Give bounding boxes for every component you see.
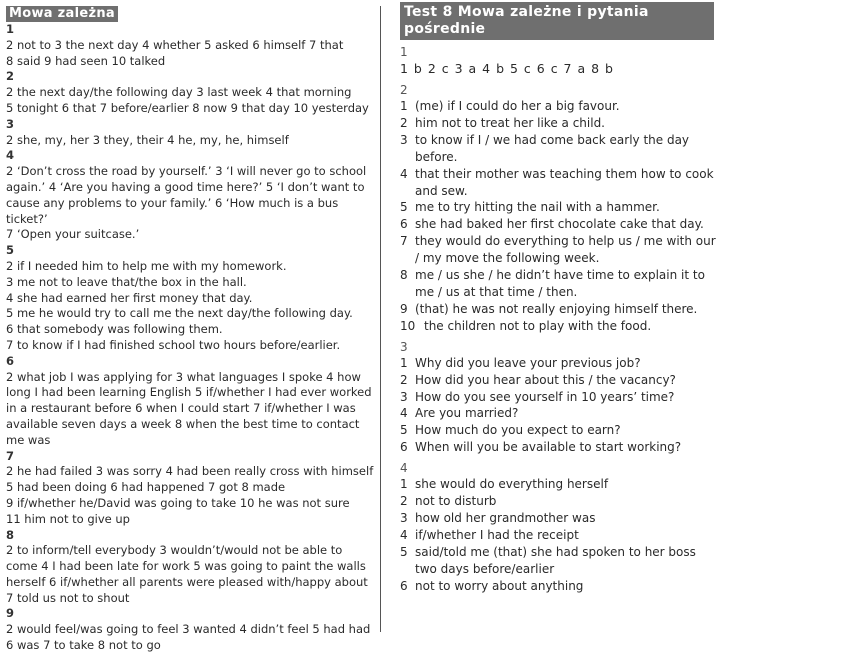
answer-item <box>400 405 718 422</box>
section-number: 1 <box>6 22 15 36</box>
section-number: 3 <box>6 116 15 131</box>
item-text: not to disturb <box>415 494 497 509</box>
answer-line: 2 to inform/tell everybody 3 wouldn’t/would not be able to <box>6 543 343 558</box>
item-text: me / us she / he didn’t have time to explain it to me / us at that time / then. <box>415 268 705 299</box>
item-text: how old her grandmother was <box>415 510 596 525</box>
section-number: 8 <box>6 527 15 542</box>
answer-item <box>400 372 718 389</box>
answer-item <box>400 476 718 493</box>
answer-item <box>400 527 718 544</box>
item-text: Are you married? <box>415 406 519 421</box>
item-number: 1 <box>400 355 408 370</box>
left-sections <box>6 22 374 654</box>
answer-line: cause any problems to your family.’ 6 ‘How much is a bus ticket?’ <box>6 195 339 226</box>
item-text: How do you see yourself in 10 years’ time? <box>415 389 675 404</box>
item-number: 5 <box>400 423 408 438</box>
item-number: 8 <box>400 268 408 283</box>
left-answer-column <box>6 0 374 654</box>
answer-line: 7 told us not to shout <box>6 590 130 605</box>
answer-item <box>400 267 718 301</box>
item-text: Why did you leave your previous job? <box>415 355 641 370</box>
exercise-2-list <box>400 98 718 335</box>
item-number: 3 <box>400 389 408 404</box>
item-number: 6 <box>400 440 408 455</box>
answer-line: 8 said 9 had seen 10 talked <box>6 53 166 68</box>
answer-item <box>400 578 718 595</box>
answer-item <box>400 422 718 439</box>
answer-item <box>400 493 718 510</box>
item-number: 5 <box>400 544 408 559</box>
section-number: 5 <box>6 243 15 258</box>
item-number: 3 <box>400 132 408 147</box>
exercise-4-list <box>400 476 718 594</box>
item-number: 1 <box>400 477 408 492</box>
section-number: 9 <box>6 606 15 621</box>
answer-line: 2 would feel/was going to feel 3 wanted 4 didn’t feel 5 had had <box>6 622 371 637</box>
answer-item <box>400 544 718 578</box>
exercise-answers: 1 b 2 c 3 a 4 b 5 c 6 c 7 a 8 b <box>400 61 614 76</box>
section-number: 2 <box>6 69 15 84</box>
item-text: him not to treat her like a child. <box>415 115 605 130</box>
item-text: she would do everything herself <box>415 477 609 492</box>
item-number: 10 <box>400 318 416 333</box>
item-number: 4 <box>400 406 408 421</box>
answer-item <box>400 115 718 132</box>
item-number: 5 <box>400 200 408 215</box>
column-divider <box>380 6 381 632</box>
item-text: if/whether I had the receipt <box>415 527 579 542</box>
item-text: How much do you expect to earn? <box>415 423 621 438</box>
answer-line: 5 me he would try to call me the next day/the following day. <box>6 306 353 321</box>
item-text: me to try hitting the nail with a hammer. <box>415 200 660 215</box>
answer-line: again.’ 4 ‘Are you having a good time here?’ 5 ‘I don’t want to <box>6 179 365 194</box>
item-text: said/told me (that) she had spoken to her boss two days before/earlier <box>415 544 696 576</box>
exercise-number: 3 <box>400 339 408 354</box>
right-answer-column <box>400 0 718 594</box>
answer-item <box>400 233 718 267</box>
answer-item <box>400 510 718 527</box>
answer-item <box>400 199 718 216</box>
item-text: not to worry about anything <box>415 578 584 593</box>
item-text: (that) he was not really enjoying himself there. <box>415 301 698 316</box>
section-number: 4 <box>6 148 15 163</box>
item-number: 6 <box>400 217 408 232</box>
answer-line: come 4 I had been late for work 5 was going to paint the walls <box>6 559 366 574</box>
answer-line: long I had been learning English 5 if/whether I had ever worked <box>6 385 372 400</box>
answer-item <box>400 318 718 335</box>
item-text: they would do everything to help us / me with our / my move the following week. <box>415 234 716 266</box>
answer-line: 5 had been doing 6 had happened 7 got 8 made <box>6 480 286 495</box>
answer-line: 5 tonight 6 that 7 before/earlier 8 now 9 that day 10 yesterday <box>6 100 369 115</box>
exercise-3-list <box>400 355 718 456</box>
item-number: 3 <box>400 510 408 525</box>
exercise-number: 1 <box>400 45 408 59</box>
item-number: 4 <box>400 527 408 542</box>
item-number: 1 <box>400 99 408 113</box>
answer-line: 6 that somebody was following them. <box>6 322 223 337</box>
exercise-number: 4 <box>400 461 408 476</box>
item-text: How did you hear about this / the vacancy? <box>415 372 676 387</box>
answer-line: available seven days a week 8 when the best time to contact me was <box>6 416 360 447</box>
item-number: 4 <box>400 166 408 181</box>
section-number: 7 <box>6 448 15 463</box>
item-text: the children not to play with the food. <box>424 318 652 333</box>
answer-line: 2 if I needed him to help me with my homework. <box>6 258 287 273</box>
answer-item <box>400 355 718 372</box>
exercise-number: 2 <box>400 83 408 97</box>
item-text: (me) if I could do her a big favour. <box>415 99 620 113</box>
answer-item <box>400 301 718 318</box>
answer-line: 6 was 7 to take 8 not to go <box>6 638 161 653</box>
item-text: to know if I / we had come back early the day before. <box>415 132 690 164</box>
answer-item <box>400 389 718 406</box>
item-number: 2 <box>400 494 408 509</box>
answer-item <box>400 132 718 166</box>
answer-item <box>400 216 718 233</box>
item-text: When will you be available to start working? <box>415 440 682 455</box>
item-number: 2 <box>400 372 408 387</box>
answer-line: 2 not to 3 the next day 4 whether 5 asked 6 himself 7 that <box>6 37 344 52</box>
answer-line: 7 to know if I had finished school two hours before/earlier. <box>6 337 341 352</box>
item-number: 9 <box>400 301 408 316</box>
item-text: she had baked her first chocolate cake that day. <box>415 217 704 232</box>
item-number: 2 <box>400 115 408 130</box>
answer-line: 11 him not to give up <box>6 511 130 526</box>
item-text: that their mother was teaching them how to cook and sew. <box>415 166 714 198</box>
answer-line: 9 if/whether he/David was going to take 10 he was not sure <box>6 495 350 510</box>
answer-line: in a restaurant before 6 when I could start 7 if/whether I was <box>6 401 356 416</box>
left-section-title: Mowa zależna <box>6 6 118 22</box>
answer-line: 2 he had failed 3 was sorry 4 had been really cross with himself <box>6 464 374 479</box>
answer-line: 3 me not to leave that/the box in the hall. <box>6 274 247 289</box>
answer-line: 7 ‘Open your suitcase.’ <box>6 227 140 242</box>
answer-line: 2 the next day/the following day 3 last week 4 that morning <box>6 85 352 100</box>
answer-line: 2 ‘Don’t cross the road by yourself.’ 3 ‘I will never go to school <box>6 164 367 179</box>
answer-item <box>400 439 718 456</box>
section-number: 6 <box>6 353 15 368</box>
answer-line: 4 she had earned her first money that day. <box>6 290 253 305</box>
item-number: 6 <box>400 578 408 593</box>
answer-item <box>400 166 718 200</box>
right-section-title: Test 8 Mowa zależne i pytania pośrednie <box>400 2 714 40</box>
answer-line: herself 6 if/whether all parents were pleased with/happy about <box>6 574 368 589</box>
answer-item <box>400 98 718 115</box>
item-number: 7 <box>400 234 408 249</box>
answer-line: 2 she, my, her 3 they, their 4 he, my, he, himself <box>6 132 289 147</box>
answer-line: 2 what job I was applying for 3 what languages I spoke 4 how <box>6 369 361 384</box>
